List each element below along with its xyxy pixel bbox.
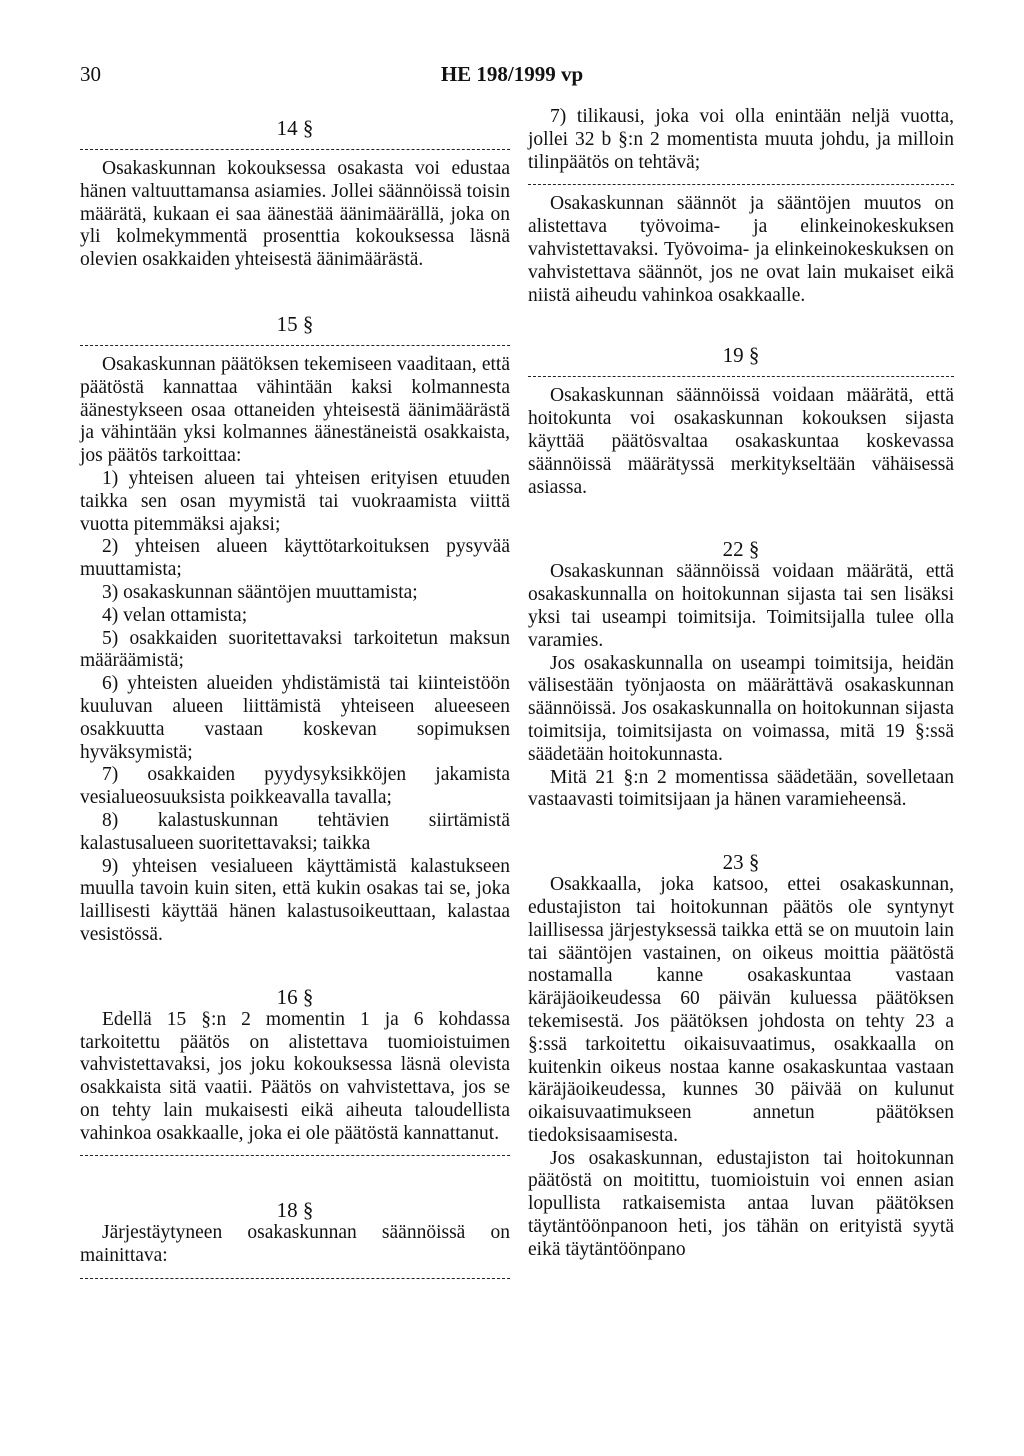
rule-item-7: 7) tilikausi, joka voi olla enintään neljä vuotta, jollei 32 b §:n 2 momentista muuta johdu, ja milloin tilinpäätös on tehtävä; (528, 106, 954, 173)
section-16-text: Edellä 15 §:n 2 momentin 1 ja 6 kohdassa tarkoitettu päätös on alistettava tuomioistuimen vahvistettavaksi, jos joku kokouksessa läsnä olevista osakkaista sitä vaatii. Päätös on vahvistettava, jos se on tehty lain mukaisesti eikä aiheuta taloudellista vahinkoa osakkaalle, joka ei ole päätöstä kannattanut. (80, 1008, 510, 1144)
section-22-text: Jos osakaskunnalla on useampi toimitsija, heidän välisestään työnjaosta on määrättävä osakaskunnan säännöissä. Jos osakaskunnalla on hoitokunnan sijasta toimitsija, toimitsijasta on voimassa, mitä 19 §:ssä säädetään hoitokunnasta. (528, 652, 954, 765)
section-15-text: Osakaskunnan päätöksen tekemiseen vaaditaan, että päätöstä kannattaa vähintään kaksi kolmannesta äänestykseen osaa ottaneiden yhteisestä äänimäärästä ja vähintään yksi kolmannes äänestäneistä osakkaista, jos päätös tarkoittaa: (80, 353, 510, 467)
section-14-text: Osakaskunnan kokouksessa osakasta voi edustaa hänen valtuuttamansa asiamies. Jollei säännöissä toisin määrätä, kukaan ei saa äänestää äänimäärällä, joka on yli kolmekymmentä prosenttia kokouksessa läsnä olevien osakkaiden yhteisestä äänimäärästä. (80, 158, 510, 271)
list-item: 6) yhteisten alueiden yhdistämistä tai kiinteistöön kuuluvan alueen liittämistä yhteiseen alueeseen osakkuutta vastaan koskevan sopimuksen hyväksymistä; (80, 673, 510, 763)
section-23-text: Osakkaalla, joka katsoo, ettei osakaskunnan, edustajiston tai hoitokunnan päätös ole syntynyt laillisessa järjestyksessä taikka että se on muutoin lain tai sääntöjen vastainen, on oikeus moittia päätöstä nostamalla kanne osakaskuntaa vastaan käräjäoikeudessa 60 päivän kuluessa päätöksen tekemisestä. Jos päätöksen johdosta on tehty 23 a §:ssä tarkoitettu oikaisuvaatimus, osakkaalla on kuitenkin oikeus nostaa kanne osakaskuntaa vastaan käräjäoikeudessa, kunnes 30 päivää on kulunut oikaisuvaatimukseen annetun päätöksen tiedoksisaamisesta. (528, 874, 954, 1146)
omission-dashes (528, 376, 954, 377)
page-number: 30 (80, 62, 101, 86)
section-22-text: Osakaskunnan säännöissä voidaan määrätä, että osakaskunnalla on hoitokunnan sijasta tai sen lisäksi yksi tai useampi toimitsija. Toimitsijalla tulee olla varamies. (528, 561, 954, 651)
omission-dashes (80, 345, 510, 346)
list-item: 1) yhteisen alueen tai yhteisen erityisen etuuden taikka sen osan myymistä tai vuokraamista viittä vuotta pitemmäksi ajaksi; (80, 467, 510, 535)
right-column (528, 100, 954, 1262)
left-column (80, 100, 510, 1279)
section-heading-18: 18 § (276, 1198, 314, 1223)
omission-dashes (80, 149, 510, 150)
list-item: 3) osakaskunnan sääntöjen muuttamista; (102, 581, 418, 603)
list-item: 2) yhteisen alueen käyttötarkoituksen pysyvää muuttamista; (80, 536, 510, 581)
section-heading-16: 16 § (276, 984, 314, 1009)
section-18-text: Järjestäytyneen osakaskunnan säännöissä on mainittava: (80, 1222, 510, 1267)
section-heading-15: 15 § (276, 311, 314, 336)
section-heading-22: 22 § (722, 537, 760, 562)
section-heading-19: 19 § (722, 343, 760, 368)
list-item: 7) osakkaiden pyydysyksikköjen jakamista vesialueosuuksista poikkeavalla tavalla; (80, 764, 510, 809)
section-19-text: Osakaskunnan säännöissä voidaan määrätä, että hoitokunta voi osakaskunnan kokouksen sijasta käyttää päätösvaltaa osakaskuntaa koskevassa säännöissä määrätyssä merkitykseltään vähäisessä asiassa. (528, 385, 954, 498)
section-heading-23: 23 § (722, 850, 760, 875)
rules-approval-text: Osakaskunnan säännöt ja sääntöjen muutos on alistettava työvoima- ja elinkeinokeskuksen vahvistettavaksi. Työvoima- ja elinkeinokeskuksen on vahvistettava säännöt, jos ne ovat lain mukaiset eikä niistä aiheudu vahinkoa osakkaalle. (528, 193, 954, 306)
section-heading-14: 14 § (276, 116, 314, 140)
section-22-text: Mitä 21 §:n 2 momentissa säädetään, sovelletaan vastaavasti toimitsijaan ja hänen varamieheensä. (528, 766, 954, 811)
omission-dashes (80, 1155, 510, 1156)
omission-dashes (80, 1278, 510, 1279)
list-item: 4) velan ottamista; (102, 604, 248, 626)
omission-dashes (528, 184, 954, 185)
list-item: 5) osakkaiden suoritettavaksi tarkoitetun maksun määräämistä; (80, 627, 510, 672)
section-23-text: Jos osakaskunnan, edustajiston tai hoitokunnan päätöstä on moitittu, tuomioistuin voi ennen asian lopullista ratkaisemista antaa luvan päätöksen täytäntöönpanoon heti, jos tähän on erityistä syytä eikä täytäntöönpano (528, 1147, 954, 1260)
running-title: HE 198/1999 vp (440, 62, 584, 86)
list-item: 8) kalastuskunnan tehtävien siirtämistä kalastusalueen suoritettavaksi; taikka (80, 809, 510, 854)
list-item: 9) yhteisen vesialueen käyttämistä kalastukseen muulla tavoin kuin siten, että kukin osakas tai se, joka laillisesti käyttää hänen kalastusoikeuttaan, kalastaa vesistössä. (80, 855, 510, 945)
